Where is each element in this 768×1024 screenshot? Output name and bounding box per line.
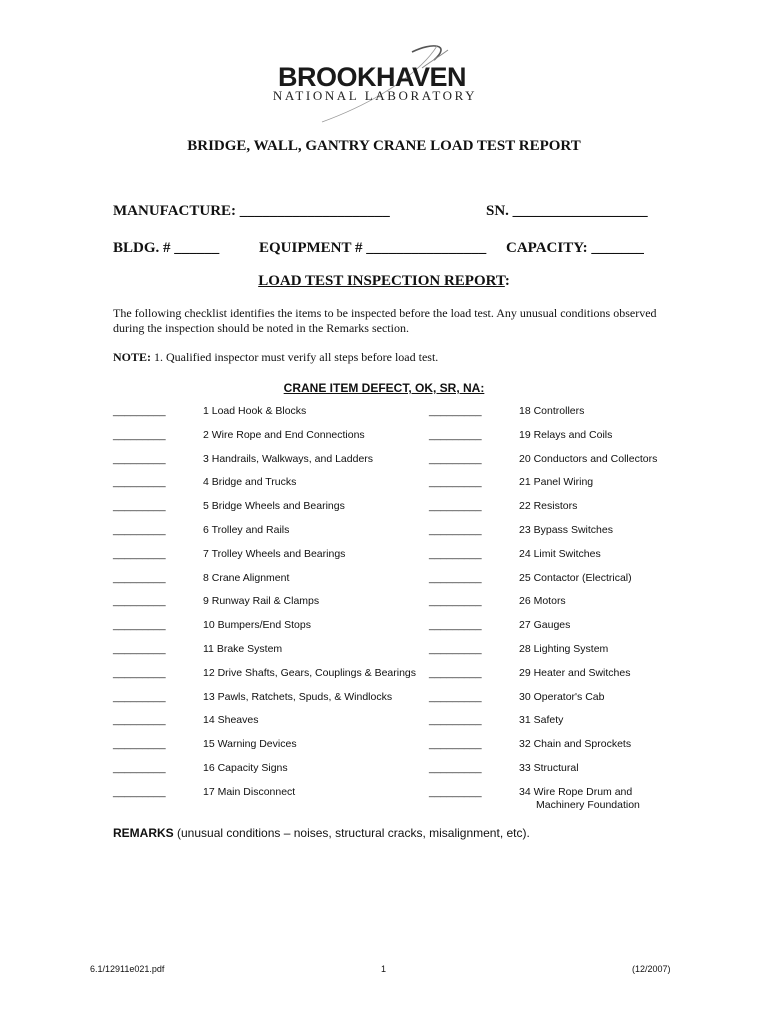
right-item-22-blank[interactable]: _________	[429, 500, 482, 512]
left-item-8-label: 8 Crane Alignment	[203, 572, 290, 584]
left-item-15-blank[interactable]: _________	[113, 738, 166, 750]
left-item-7-blank[interactable]: _________	[113, 548, 166, 560]
remarks	[113, 826, 713, 840]
left-item-1-label: 1 Load Hook & Blocks	[203, 405, 307, 417]
right-item-34-label-line2: Machinery Foundation	[536, 799, 640, 811]
right-item-28-blank[interactable]: _________	[429, 643, 482, 655]
remarks-label: REMARKS	[113, 826, 174, 840]
right-item-26-blank[interactable]: _________	[429, 595, 482, 607]
right-item-29-blank[interactable]: _________	[429, 667, 482, 679]
logo-wordmark: BROOKHAVEN	[278, 62, 467, 92]
left-item-4-blank[interactable]: _________	[113, 476, 166, 488]
right-item-27-blank[interactable]: _________	[429, 619, 482, 631]
left-item-17-blank[interactable]: _________	[113, 786, 166, 798]
intro-paragraph: The following checklist identifies the items to be inspected before the load test. Any unusual conditions observed during the inspection should be noted in the Remarks section.	[113, 306, 657, 335]
right-item-19-label: 19 Relays and Coils	[519, 429, 613, 441]
footer-date: (12/2007)	[632, 964, 671, 974]
left-item-10-label: 10 Bumpers/End Stops	[203, 619, 311, 631]
checklist-legend: CRANE ITEM DEFECT, OK, SR, NA:	[283, 381, 485, 395]
left-item-16-label: 16 Capacity Signs	[203, 762, 288, 774]
section-title-colon: :	[504, 273, 510, 289]
left-item-3-label: 3 Handrails, Walkways, and Ladders	[203, 453, 374, 465]
equipment-field[interactable]: EQUIPMENT # ________________	[259, 240, 487, 256]
left-item-9-blank[interactable]: _________	[113, 595, 166, 607]
left-item-9-label: 9 Runway Rail & Clamps	[203, 595, 320, 607]
right-item-32-label: 32 Chain and Sprockets	[519, 738, 632, 750]
right-item-25-label: 25 Contactor (Electrical)	[519, 572, 632, 584]
left-item-10-blank[interactable]: _________	[113, 619, 166, 631]
manufacture-field[interactable]: MANUFACTURE: ____________________	[113, 203, 390, 219]
left-item-7-label: 7 Trolley Wheels and Bearings	[203, 548, 346, 560]
right-item-31-blank[interactable]: _________	[429, 714, 482, 726]
note-label: NOTE:	[113, 350, 152, 364]
left-item-17-label: 17 Main Disconnect	[203, 786, 296, 798]
section-title-text: LOAD TEST INSPECTION REPORT	[258, 273, 505, 289]
left-item-14-blank[interactable]: _________	[113, 714, 166, 726]
note-text: 1. Qualified inspector must verify all steps before load test.	[151, 350, 439, 364]
right-item-30-blank[interactable]: _________	[429, 691, 482, 703]
left-item-2-blank[interactable]: _________	[113, 429, 166, 441]
right-item-28-label: 28 Lighting System	[519, 643, 609, 655]
right-item-19-blank[interactable]: _________	[429, 429, 482, 441]
right-item-24-blank[interactable]: _________	[429, 548, 482, 560]
remarks-text: (unusual conditions – noises, structural cracks, misalignment, etc).	[173, 826, 530, 840]
left-item-11-label: 11 Brake System	[203, 643, 283, 655]
left-item-1-blank[interactable]: _________	[113, 405, 166, 417]
left-item-6-blank[interactable]: _________	[113, 524, 166, 536]
left-item-11-blank[interactable]: _________	[113, 643, 166, 655]
right-item-34-label: 34 Wire Rope Drum and	[519, 786, 633, 798]
right-item-29-label: 29 Heater and Switches	[519, 667, 631, 679]
right-item-32-blank[interactable]: _________	[429, 738, 482, 750]
right-item-18-blank[interactable]: _________	[429, 405, 482, 417]
left-item-5-label: 5 Bridge Wheels and Bearings	[203, 500, 345, 512]
right-item-23-blank[interactable]: _________	[429, 524, 482, 536]
left-item-13-blank[interactable]: _________	[113, 691, 166, 703]
page-title: BRIDGE, WALL, GANTRY CRANE LOAD TEST REPORT	[187, 138, 581, 154]
left-item-5-blank[interactable]: _________	[113, 500, 166, 512]
right-item-25-blank[interactable]: _________	[429, 572, 482, 584]
right-item-24-label: 24 Limit Switches	[519, 548, 601, 560]
left-item-8-blank[interactable]: _________	[113, 572, 166, 584]
left-item-6-label: 6 Trolley and Rails	[203, 524, 290, 536]
left-item-3-blank[interactable]: _________	[113, 453, 166, 465]
right-item-18-label: 18 Controllers	[519, 405, 585, 417]
right-item-20-blank[interactable]: _________	[429, 453, 482, 465]
right-item-34-blank[interactable]: _________	[429, 786, 482, 798]
left-item-4-label: 4 Bridge and Trucks	[203, 476, 297, 488]
left-item-15-label: 15 Warning Devices	[203, 738, 297, 750]
left-item-13-label: 13 Pawls, Ratchets, Spuds, & Windlocks	[203, 691, 393, 703]
right-item-22-label: 22 Resistors	[519, 500, 578, 512]
left-item-12-blank[interactable]: _________	[113, 667, 166, 679]
right-item-26-label: 26 Motors	[519, 595, 566, 607]
right-item-30-label: 30 Operator's Cab	[519, 691, 605, 703]
right-item-33-label: 33 Structural	[519, 762, 579, 774]
capacity-field[interactable]: CAPACITY: _______	[506, 240, 644, 256]
right-item-20-label: 20 Conductors and Collectors	[519, 453, 658, 465]
bldg-field[interactable]: BLDG. # ______	[113, 240, 220, 256]
right-item-23-label: 23 Bypass Switches	[519, 524, 613, 536]
footer-page-number: 1	[381, 964, 387, 974]
right-item-27-label: 27 Gauges	[519, 619, 571, 631]
logo-subtitle: NATIONAL LABORATORY	[272, 88, 478, 103]
right-item-31-label: 31 Safety	[519, 714, 564, 726]
left-item-12-label: 12 Drive Shafts, Gears, Couplings & Bearings	[203, 667, 417, 679]
right-item-21-blank[interactable]: _________	[429, 476, 482, 488]
left-item-16-blank[interactable]: _________	[113, 762, 166, 774]
right-item-21-label: 21 Panel Wiring	[519, 476, 594, 488]
sn-field[interactable]: SN. __________________	[486, 203, 648, 219]
footer-doc-id: 6.1/12911e021.pdf	[90, 964, 165, 974]
left-item-14-label: 14 Sheaves	[203, 714, 259, 726]
left-item-2-label: 2 Wire Rope and End Connections	[203, 429, 365, 441]
right-item-33-blank[interactable]: _________	[429, 762, 482, 774]
